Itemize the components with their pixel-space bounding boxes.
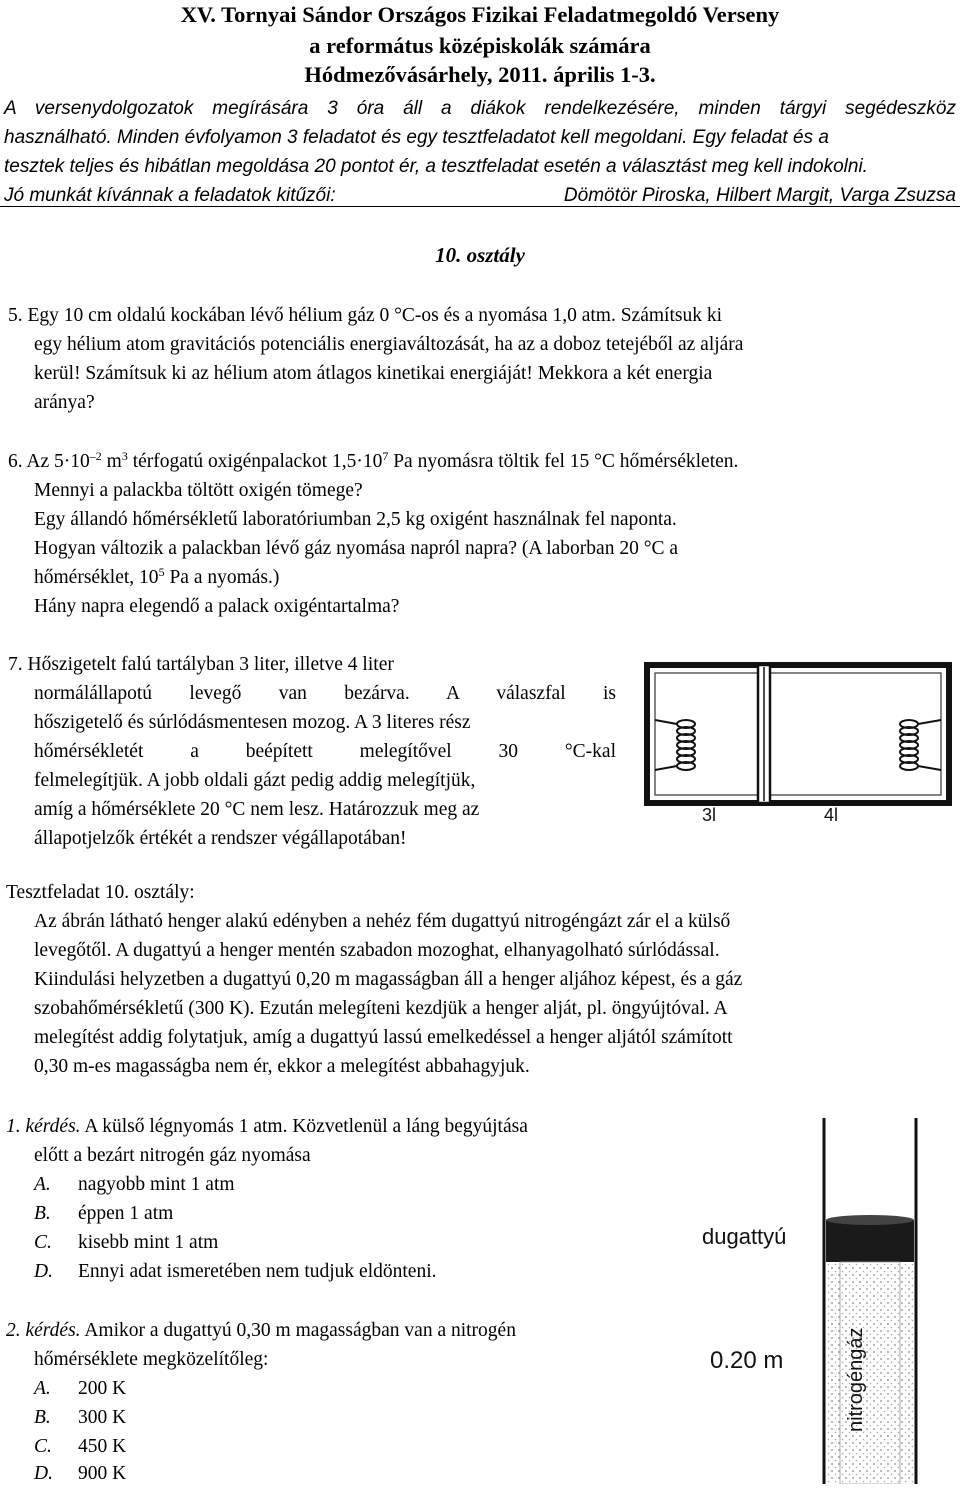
- question-1-line-1: [6, 1113, 528, 1141]
- cylinder-figure: [690, 1112, 960, 1484]
- container-figure: [628, 652, 960, 838]
- intro-line-1: A versenydolgozatok megírására 3 óra áll a diákok rendelkezésére, minden tárgyi segédeszköz: [4, 98, 956, 119]
- option-letter: D.: [34, 1261, 53, 1282]
- problem-6-line-1: [8, 448, 738, 476]
- intro-block: [4, 94, 956, 210]
- right-volume-label: 4l: [824, 805, 839, 825]
- test-line-6: 0,30 m-es magasságba nem ér, ekkor a melegítést abbahagyjuk.: [34, 1056, 530, 1077]
- question-1-label: 1. kérdés.: [6, 1116, 81, 1137]
- intro-line-2: használható. Minden évfolyamon 3 feladatot és egy tesztfeladatot kell megoldani. Egy feladat és a: [4, 127, 829, 148]
- option-text: 900 K: [78, 1463, 127, 1484]
- p6-text-b: m: [101, 451, 122, 472]
- p6-l5-text-b: Pa a nyomás.): [164, 567, 280, 588]
- q2-option-a[interactable]: [34, 1375, 126, 1403]
- p7-l1: 7. Hőszigetelt falú tartályban 3 liter, illetve 4 liter: [8, 654, 394, 675]
- divider: [0, 206, 960, 207]
- option-letter: C.: [34, 1436, 52, 1457]
- option-letter: C.: [34, 1232, 52, 1253]
- left-volume-label: 3l: [702, 805, 717, 825]
- left-heater-coil: [655, 720, 695, 770]
- option-text: 200 K: [78, 1378, 127, 1399]
- q1-option-d[interactable]: [34, 1258, 436, 1286]
- q2-option-b[interactable]: [34, 1404, 126, 1432]
- question-1-text: A külső légnyomás 1 atm. Közvetlenül a láng begyújtása: [80, 1116, 528, 1137]
- container-inner-wall: [655, 673, 941, 795]
- option-text: 450 K: [78, 1436, 127, 1457]
- p6-exp-2: 3: [121, 449, 128, 463]
- problem-7-line-2: normálállapotú levegő van bezárva. A válaszfal is: [34, 683, 616, 704]
- problem-6-line-2: Mennyi a palackba töltött oxigén tömege?: [34, 480, 363, 501]
- piston-label: dugattyú: [702, 1224, 787, 1249]
- problem-6-line-5: [34, 564, 279, 592]
- height-label: 0.20 m: [710, 1347, 784, 1374]
- option-letter: B.: [34, 1407, 51, 1428]
- intro-line: [4, 123, 956, 152]
- problem-7-line-6: amíg a hőmérséklete 20 °C nem lesz. Határozzuk meg az: [34, 799, 480, 820]
- intro-line-3: tesztek teljes és hibátlan megoldása 20 pontot ér, a tesztfeladat esetén a választást meg kell indokolni.: [4, 156, 868, 177]
- question-2-line-2: hőmérséklete megközelítőleg:: [34, 1349, 269, 1370]
- nitrogen-gas-region: [826, 1262, 914, 1484]
- p6-l5-exp: 5: [158, 565, 165, 579]
- problem-5-line-3: kerül! Számítsuk ki az hélium atom átlagos kinetikai energiáját! Mekkora a két energia: [34, 363, 713, 384]
- test-heading: Tesztfeladat 10. osztály:: [6, 882, 195, 903]
- p6-l5-text-a: hőmérséklet, 10: [34, 567, 159, 588]
- question-2-line-1: [6, 1317, 516, 1345]
- wish-label: Jó munkát kívánnak a feladatok kitűzői:: [4, 185, 336, 206]
- p6-exp-3: 7: [382, 449, 389, 463]
- p6-text-a: 6. Az 5·10: [8, 451, 90, 472]
- option-text: kisebb mint 1 atm: [78, 1232, 219, 1253]
- test-line-2: levegőtől. A dugattyú a henger mentén szabadon mozoghat, elhanyagolható súrlódással.: [34, 940, 720, 961]
- p6-text-d: Pa nyomásra töltik fel 15 °C hőmérsékleten.: [388, 451, 739, 472]
- problem-7-line-3: hőszigetelő és súrlódásmentesen mozog. A 3 literes rész: [34, 712, 471, 733]
- option-letter: B.: [34, 1203, 51, 1224]
- right-heater-coil: [900, 720, 941, 770]
- option-letter: A.: [34, 1174, 51, 1195]
- problem-7-line-4: hőmérsékletét a beépített melegítővel 30 °C-kal: [34, 741, 616, 762]
- intro-line: [4, 152, 956, 181]
- option-letter: A.: [34, 1378, 51, 1399]
- problem-7-line-7: állapotjelzők értékét a rendszer végállapotában!: [34, 828, 407, 849]
- question-1-line-2: előtt a bezárt nitrogén gáz nyomása: [34, 1145, 311, 1166]
- problem-6-line-4: Hogyan változik a palackban lévő gáz nyomása napról napra? (A laborban 20 °C a: [34, 538, 679, 559]
- question-2-text: Amikor a dugattyú 0,30 m magasságban van a nitrogén: [80, 1320, 516, 1341]
- question-2-label: 2. kérdés.: [6, 1320, 81, 1341]
- gas-label: nitrogéngáz: [845, 1327, 867, 1432]
- problem-6-line-6: Hány napra elegendő a palack oxigéntartalma?: [34, 596, 400, 617]
- q1-option-b[interactable]: [34, 1200, 173, 1228]
- test-line-5: melegítést addig folytatjuk, amíg a dugattyú lassú emelkedéssel a henger aljától számított: [34, 1027, 733, 1048]
- contest-place-date: Hódmezővásárhely, 2011. április 1-3.: [304, 62, 656, 87]
- option-text: 300 K: [78, 1407, 127, 1428]
- test-line-1: Az ábrán látható henger alakú edényben a nehéz fém dugattyú nitrogéngázt zár el a külső: [34, 911, 731, 932]
- problem-7-line-1: [8, 651, 616, 679]
- piston-top: [826, 1215, 914, 1225]
- test-line-4: szobahőmérsékletű (300 K). Ezután melegíteni kezdjük a henger alját, pl. öngyújtóval. A: [34, 998, 728, 1019]
- option-text: éppen 1 atm: [78, 1203, 174, 1224]
- piston: [826, 1220, 914, 1262]
- p6-exp-1: –2: [89, 449, 102, 463]
- option-text: nagyobb mint 1 atm: [78, 1174, 235, 1195]
- contest-subtitle: a református középiskolák számára: [309, 33, 651, 58]
- problem-5-line-4: aránya?: [34, 392, 95, 413]
- authors: Dömötör Piroska, Hilbert Margit, Varga Zsuzsa: [563, 185, 956, 206]
- intro-line: [4, 94, 956, 123]
- problem-7-line-5: felmelegítjük. A jobb oldali gázt pedig addig melegítjük,: [34, 770, 476, 791]
- problem-6-line-3: Egy állandó hőmérsékletű laboratóriumban 2,5 kg oxigént használnak fel naponta.: [34, 509, 677, 530]
- grade-title: 10. osztály: [435, 243, 525, 267]
- q1-option-c[interactable]: [34, 1229, 218, 1257]
- option-text: Ennyi adat ismeretében nem tudjuk eldönteni.: [78, 1261, 437, 1282]
- q1-option-a[interactable]: [34, 1171, 235, 1199]
- option-letter: D.: [34, 1463, 53, 1484]
- test-line-3: Kiindulási helyzetben a dugattyú 0,20 m magasságban áll a henger aljához képest, és a gáz: [34, 969, 743, 990]
- p6-text-c: térfogatú oxigénpalackot 1,5·10: [127, 451, 383, 472]
- problem-5-line-1: 5. Egy 10 cm oldalú kockában lévő hélium gáz 0 °C-os és a nyomása 1,0 atm. Számítsuk ki: [8, 305, 722, 326]
- problem-5-line-2: egy hélium atom gravitációs potenciális energiaváltozását, ha az a doboz tetejéből az aljára: [34, 334, 744, 355]
- q2-option-c[interactable]: [34, 1433, 126, 1461]
- contest-title: XV. Tornyai Sándor Országos Fizikai Feladatmegoldó Verseny: [180, 2, 780, 27]
